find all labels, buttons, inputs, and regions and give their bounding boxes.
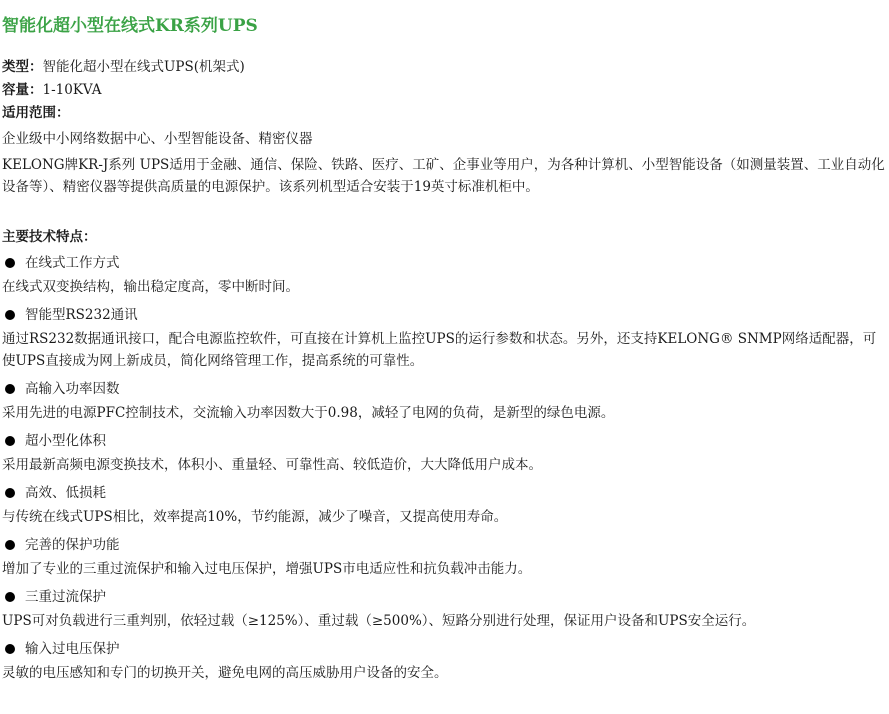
bullet-icon: [5, 384, 15, 394]
feature-desc: 采用最新高频电源变换技术，体积小、重量轻、可靠性高、较低造价，大大降低用户成本。: [2, 457, 542, 473]
feature-item: [2, 428, 887, 476]
type-label: 类型：: [2, 59, 43, 75]
feature-desc: 与传统在线式UPS相比，效率提高10%，节约能源，减少了噪音，又提高使用寿命。: [2, 509, 508, 525]
scope-description: KELONG牌KR-J系列 UPS适用于金融、通信、保险、铁路、医疗、工矿、企事业等用户，为各种计算机、小型智能设备（如测量装置、工业自动化设备等）、精密仪器等提供高质量的电源保护。该系列机型适合安装于19英寸标准机柜中。: [2, 157, 885, 195]
feature-name: 超小型化体积: [25, 433, 106, 449]
feature-desc: 采用先进的电源PFC控制技术，交流输入功率因数大于0.98，减轻了电网的负荷，是新型的绿色电源。: [2, 405, 615, 421]
feature-desc: UPS可对负载进行三重判别，依轻过载（≥125%）、重过载（≥500%）、短路分别进行处理，保证用户设备和UPS安全运行。: [2, 613, 756, 629]
feature-name: 在线式工作方式: [25, 255, 120, 271]
scope-line: 企业级中小网络数据中心、小型智能设备、精密仪器: [2, 131, 313, 147]
bullet-icon: [5, 592, 15, 602]
feature-item: [2, 376, 887, 424]
feature-name: 输入过电压保护: [25, 641, 120, 657]
product-page: [0, 14, 887, 684]
feature-desc: 通过RS232数据通讯接口，配合电源监控软件，可直接在计算机上监控UPS的运行参数和状态。另外，还支持KELONG® SNMP网络适配器，可使UPS直接成为网上新成员，简化网络管理工作，提高系统的可靠性。: [2, 331, 877, 369]
bullet-icon: [5, 258, 15, 268]
feature-name: 三重过流保护: [25, 589, 106, 605]
feature-name: 高输入功率因数: [25, 381, 120, 397]
feature-item: [2, 250, 887, 298]
capacity-row: [2, 80, 887, 100]
feature-item: [2, 532, 887, 580]
feature-name: 完善的保护功能: [25, 537, 120, 553]
feature-desc: 灵敏的电压感知和专门的切换开关，避免电网的高压威胁用户设备的安全。: [2, 665, 448, 681]
scope-label: 适用范围：: [2, 105, 70, 121]
bullet-icon: [5, 436, 15, 446]
feature-item: [2, 636, 887, 684]
feature-item: [2, 480, 887, 528]
features-title: 主要技术特点：: [2, 229, 97, 245]
type-value: 智能化超小型在线式UPS(机架式): [42, 59, 245, 75]
feature-desc: 在线式双变换结构，输出稳定度高，零中断时间。: [2, 279, 299, 295]
bullet-icon: [5, 644, 15, 654]
type-row: [2, 54, 887, 80]
feature-name: 高效、低损耗: [25, 485, 106, 501]
scope-row: [2, 100, 887, 126]
bullet-icon: [5, 310, 15, 320]
feature-list: [2, 250, 887, 684]
spacer: [2, 202, 887, 224]
capacity-value: 1-10KVA: [42, 82, 102, 98]
feature-desc: 增加了专业的三重过流保护和输入过电压保护，增强UPS市电适应性和抗负载冲击能力。: [2, 561, 532, 577]
feature-item: [2, 302, 887, 372]
capacity-label: 容量：: [2, 82, 43, 98]
bullet-icon: [5, 540, 15, 550]
feature-item: [2, 584, 887, 632]
page-title: 智能化超小型在线式KR系列UPS: [2, 16, 258, 36]
feature-name: 智能型RS232通讯: [25, 307, 138, 323]
bullet-icon: [5, 488, 15, 498]
